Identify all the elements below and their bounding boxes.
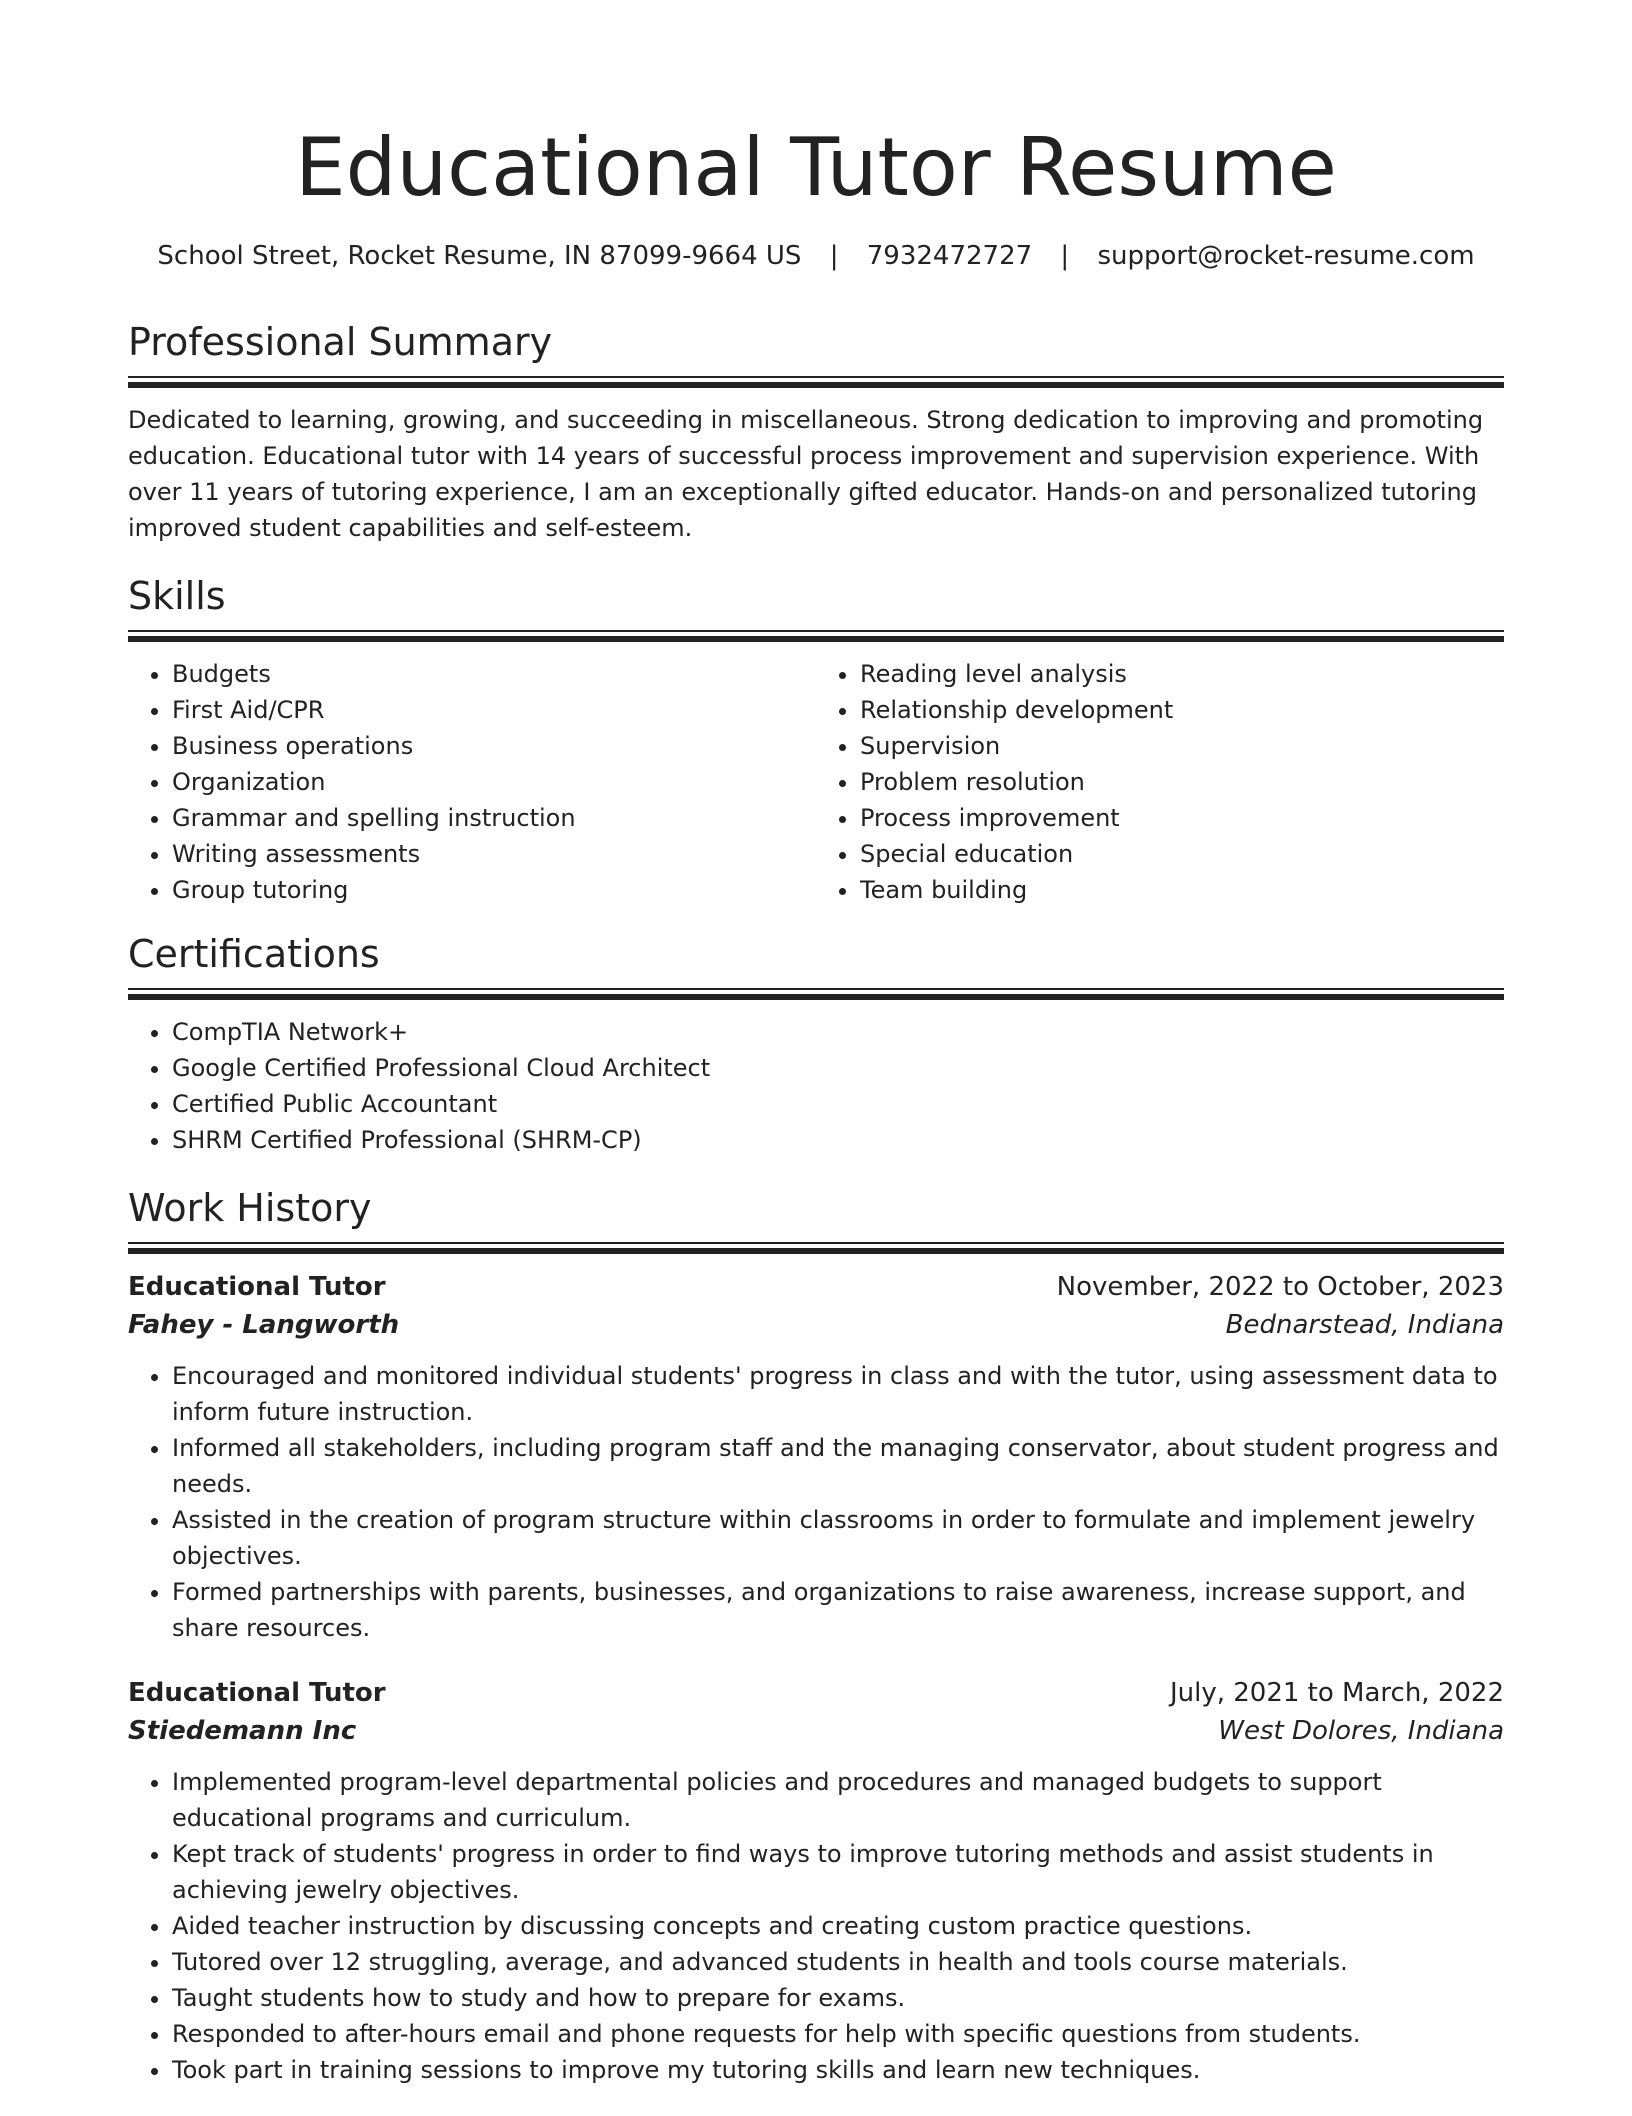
resume-content xyxy=(128,318,1504,2116)
summary-text: Dedicated to learning, growing, and succeeding in miscellaneous. Strong dedication to improving and promoting education. Educational tutor with 14 years of successful process improvement and supervision experience. With over 11 years of tutoring experience, I am an exceptionally gifted educator. Hands-on and personalized tutoring improved student capabilities and self-esteem. xyxy=(128,406,1484,542)
skills-list-left xyxy=(128,656,816,908)
skill-item: • Writing assessments xyxy=(172,836,816,872)
skill-item: • Group tutoring xyxy=(172,872,816,908)
skill-item: • Reading level analysis xyxy=(860,656,1504,692)
section-heading-skills: Skills xyxy=(128,574,226,618)
job-title: Educational Tutor xyxy=(128,1272,386,1302)
contact-address: School Street, Rocket Resume, IN 87099-9664 US xyxy=(157,241,802,271)
job-dates: November, 2022 to October, 2023 xyxy=(1056,1272,1504,1302)
skills-list-right xyxy=(816,656,1504,908)
skill-item: • Special education xyxy=(860,836,1504,872)
job-location: Bednarstead, Indiana xyxy=(1225,1310,1504,1340)
contact-separator: | xyxy=(1060,241,1070,271)
job-employer: Fahey - Langworth xyxy=(128,1310,400,1340)
job-bullet: • Formed partnerships with parents, businesses, and organizations to raise awareness, increase support, and share resources. xyxy=(172,1574,1504,1646)
skill-item: • First Aid/CPR xyxy=(172,692,816,728)
job-bullet: • Took part in training sessions to improve my tutoring skills and learn new techniques. xyxy=(172,2052,1504,2088)
skill-item: • Business operations xyxy=(172,728,816,764)
skill-item: • Organization xyxy=(172,764,816,800)
certifications-list xyxy=(128,1014,1504,1158)
summary-section xyxy=(128,318,1504,546)
job-employer: Stiedemann Inc xyxy=(128,1716,357,1746)
skill-item: • Relationship development xyxy=(860,692,1504,728)
section-heading-certifications: Certifications xyxy=(128,932,380,976)
section-heading-summary: Professional Summary xyxy=(128,320,553,364)
skill-item: • Process improvement xyxy=(860,800,1504,836)
job-title: Educational Tutor xyxy=(128,1678,386,1708)
job-bullet: • Implemented program-level departmental policies and procedures and managed budgets to support educational programs and curriculum. xyxy=(172,1764,1504,1836)
job-bullet: • Tutored over 12 struggling, average, and advanced students in health and tools course materials. xyxy=(172,1944,1504,1980)
work-history-section xyxy=(128,1184,1504,2088)
contact-phone: 7932472727 xyxy=(866,241,1033,271)
job-entry xyxy=(128,1268,1504,1646)
certification-item: • Google Certified Professional Cloud Architect xyxy=(172,1050,1504,1086)
job-bullets xyxy=(128,1764,1504,2088)
certification-item: • Certified Public Accountant xyxy=(172,1086,1504,1122)
contact-line xyxy=(0,238,1632,274)
job-bullet: • Encouraged and monitored individual students' progress in class and with the tutor, using assessment data to inform future instruction. xyxy=(172,1358,1504,1430)
job-entry xyxy=(128,1674,1504,2088)
job-bullet: • Kept track of students' progress in order to find ways to improve tutoring methods and assist students in achieving jewelry objectives. xyxy=(172,1836,1504,1908)
certifications-section xyxy=(128,930,1504,1158)
job-subheader xyxy=(128,1306,1504,1344)
section-divider xyxy=(128,630,1504,642)
job-header xyxy=(128,1674,1504,1712)
job-bullet: • Taught students how to study and how to prepare for exams. xyxy=(172,1980,1504,2016)
skill-item: • Budgets xyxy=(172,656,816,692)
certification-item: • CompTIA Network+ xyxy=(172,1014,1504,1050)
job-bullet: • Responded to after-hours email and phone requests for help with specific questions from students. xyxy=(172,2016,1504,2052)
page-title: Educational Tutor Resume xyxy=(295,121,1337,214)
section-divider xyxy=(128,988,1504,1000)
section-divider xyxy=(128,1242,1504,1254)
contact-separator: | xyxy=(829,241,839,271)
job-subheader xyxy=(128,1712,1504,1750)
contact-email: support@rocket-resume.com xyxy=(1097,241,1475,271)
job-bullet: • Aided teacher instruction by discussing concepts and creating custom practice questions. xyxy=(172,1908,1504,1944)
skill-item: • Team building xyxy=(860,872,1504,908)
skill-item: • Grammar and spelling instruction xyxy=(172,800,816,836)
job-location: West Dolores, Indiana xyxy=(1218,1716,1504,1746)
skill-item: • Problem resolution xyxy=(860,764,1504,800)
job-dates: July, 2021 to March, 2022 xyxy=(1169,1678,1504,1708)
job-header xyxy=(128,1268,1504,1306)
skill-item: • Supervision xyxy=(860,728,1504,764)
skills-section xyxy=(128,572,1504,908)
job-bullet: • Informed all stakeholders, including program staff and the managing conservator, about student progress and needs. xyxy=(172,1430,1504,1502)
section-heading-work-history: Work History xyxy=(128,1186,372,1230)
skills-grid xyxy=(128,656,1504,908)
job-bullets xyxy=(128,1358,1504,1646)
section-divider xyxy=(128,376,1504,388)
job-bullet: • Assisted in the creation of program structure within classrooms in order to formulate and implement jewelry objectives. xyxy=(172,1502,1504,1574)
certification-item: • SHRM Certified Professional (SHRM-CP) xyxy=(172,1122,1504,1158)
